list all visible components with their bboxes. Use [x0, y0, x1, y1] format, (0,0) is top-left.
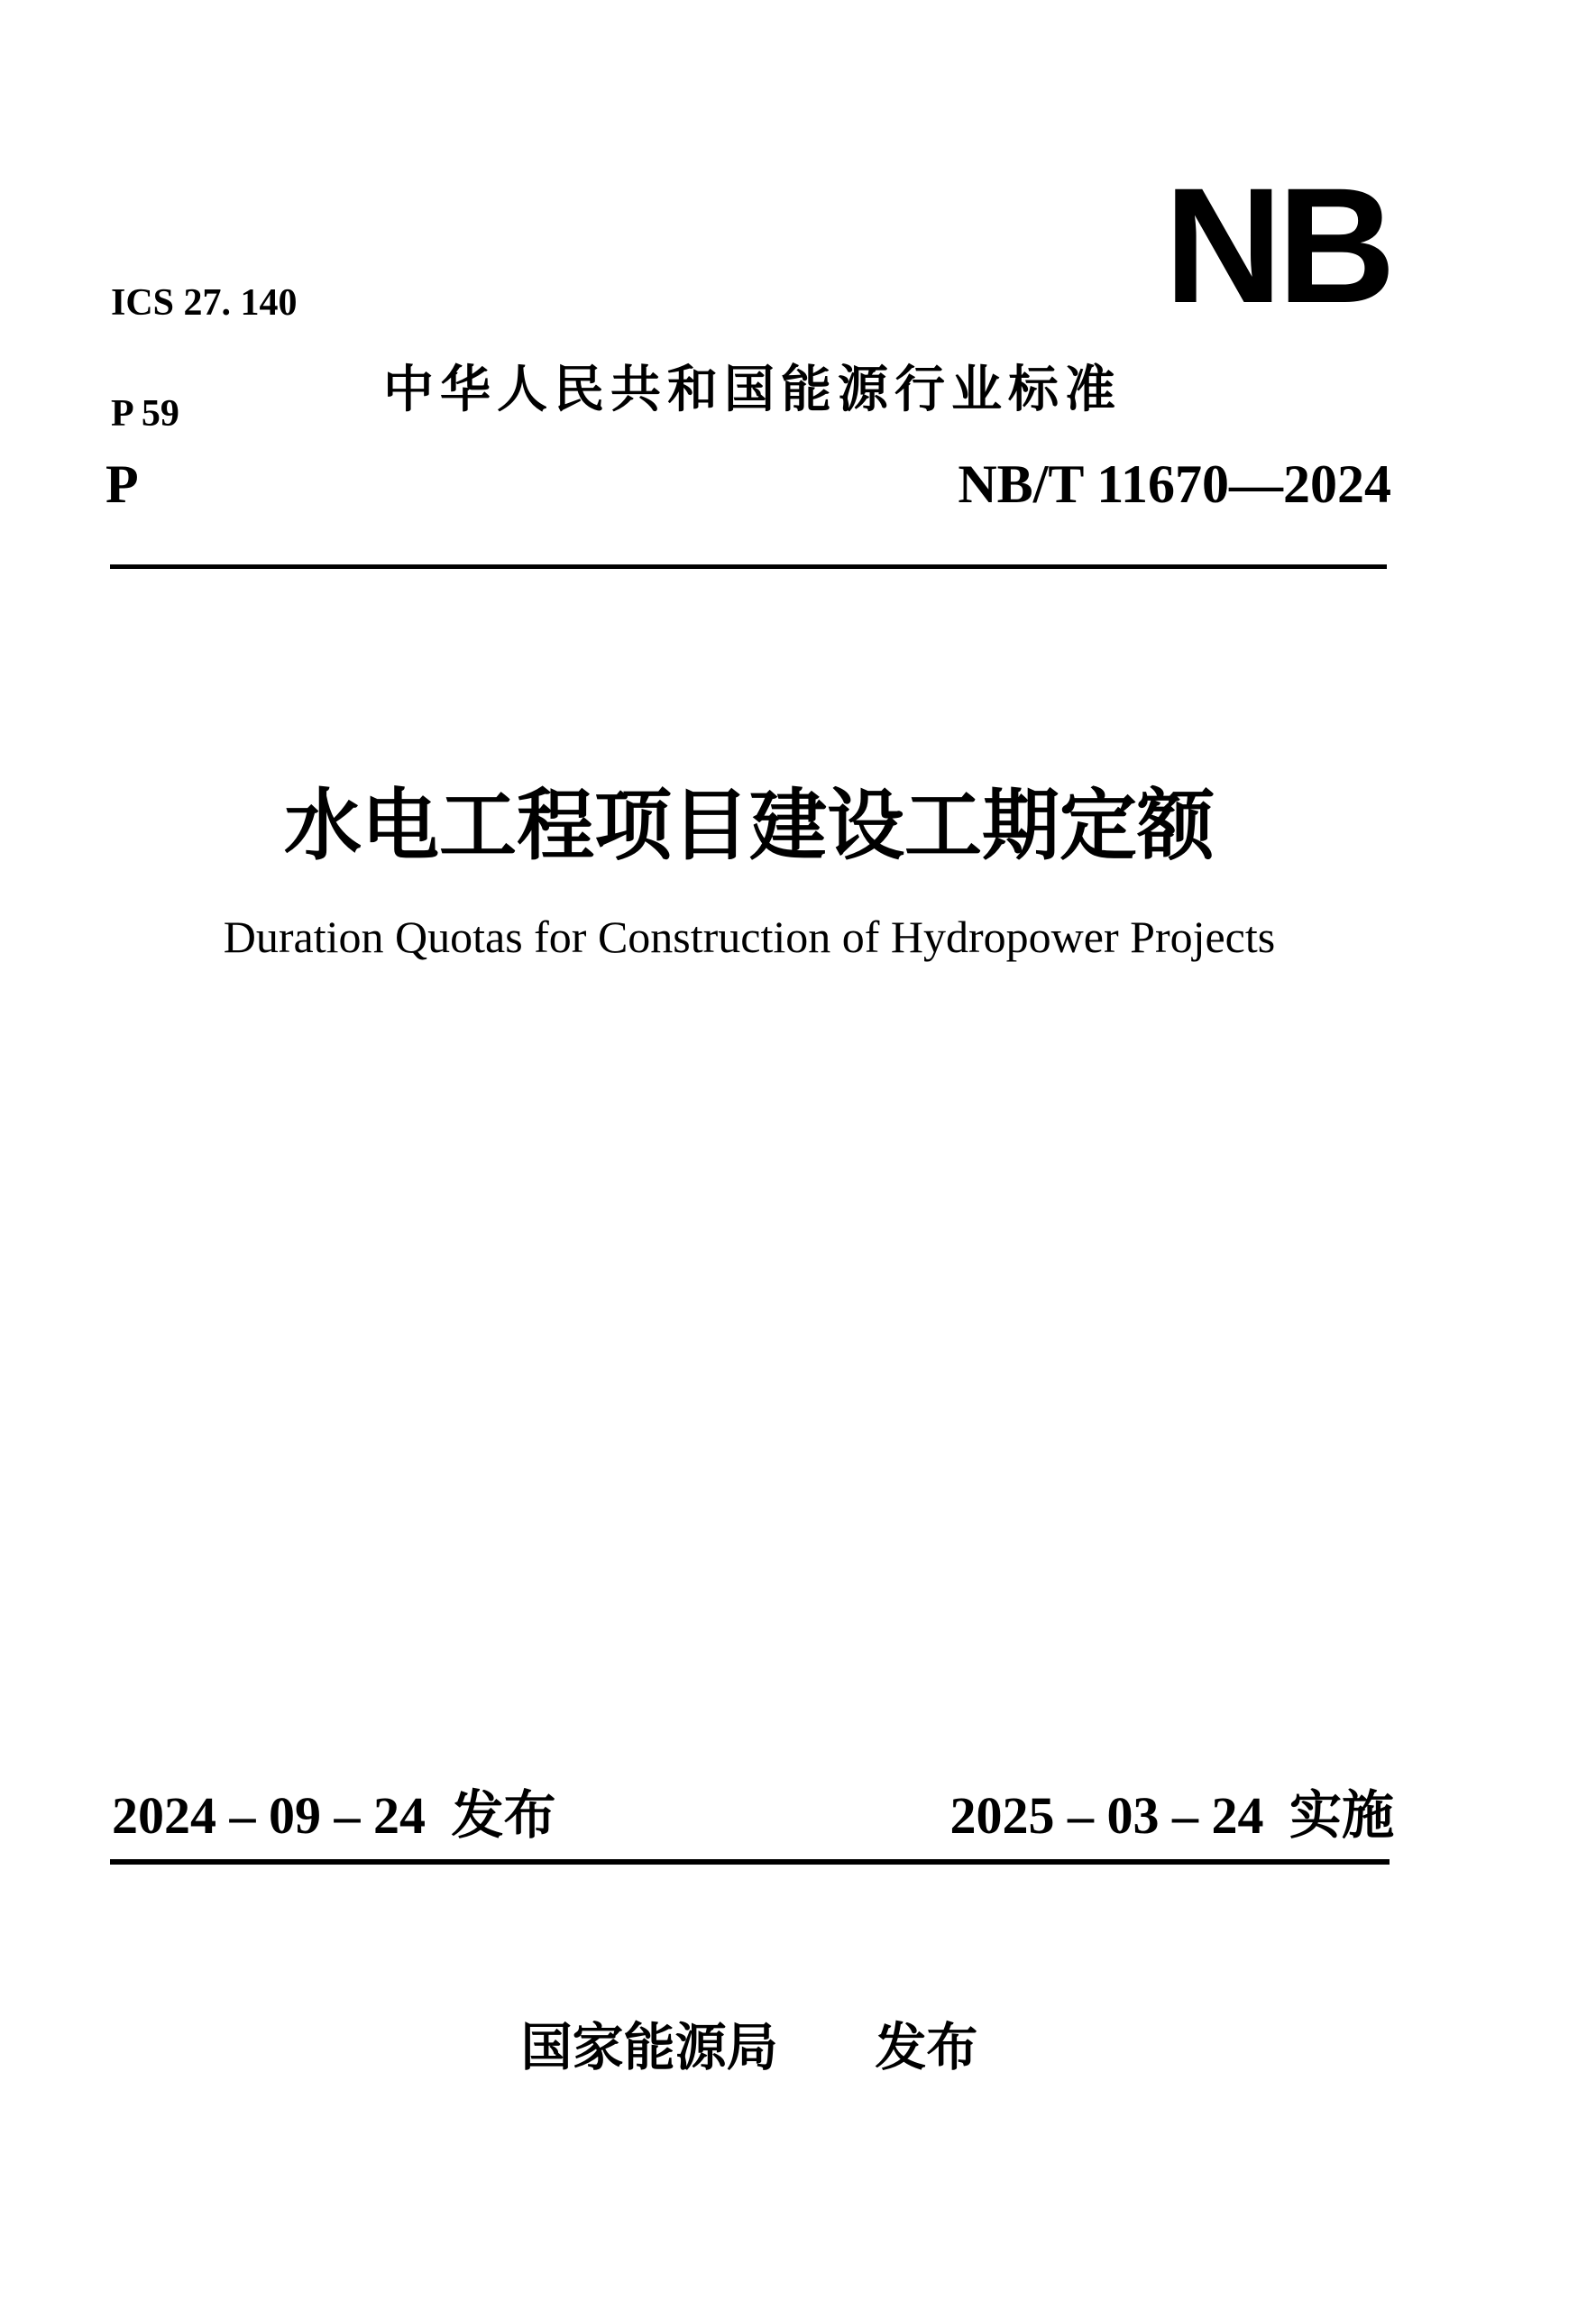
standard-category-title: 中华人民共和国能源行业标准: [383, 361, 1122, 417]
publisher-row: [110, 2019, 1389, 2076]
publish-label: 发布: [875, 2019, 978, 2076]
issue-label: 发布: [451, 1786, 556, 1845]
issue-date-group: [112, 1786, 556, 1845]
main-title-chinese: 水电工程项目建设工期定额: [284, 783, 1215, 869]
header-rule: [110, 564, 1387, 569]
doc-class-letter: P: [105, 454, 139, 514]
standard-number: NB/T 11670—2024: [958, 454, 1391, 514]
implement-date: 2025 – 03 – 24: [949, 1786, 1264, 1845]
footer-rule: [110, 1859, 1390, 1865]
implement-label: 实施: [1289, 1786, 1394, 1845]
dates-row: [112, 1786, 1394, 1845]
code-row: [105, 454, 1391, 514]
issue-date: 2024 – 09 – 24: [112, 1786, 426, 1845]
implement-date-group: [949, 1786, 1394, 1845]
nb-logo: NB: [1164, 153, 1390, 337]
ics-code: ICS 27. 140: [111, 282, 298, 324]
class-code: P 59: [111, 393, 179, 435]
publisher-name: 国家能源局: [520, 2019, 778, 2076]
main-title-english: Duration Quotas for Construction of Hydropower Projects: [223, 912, 1276, 962]
